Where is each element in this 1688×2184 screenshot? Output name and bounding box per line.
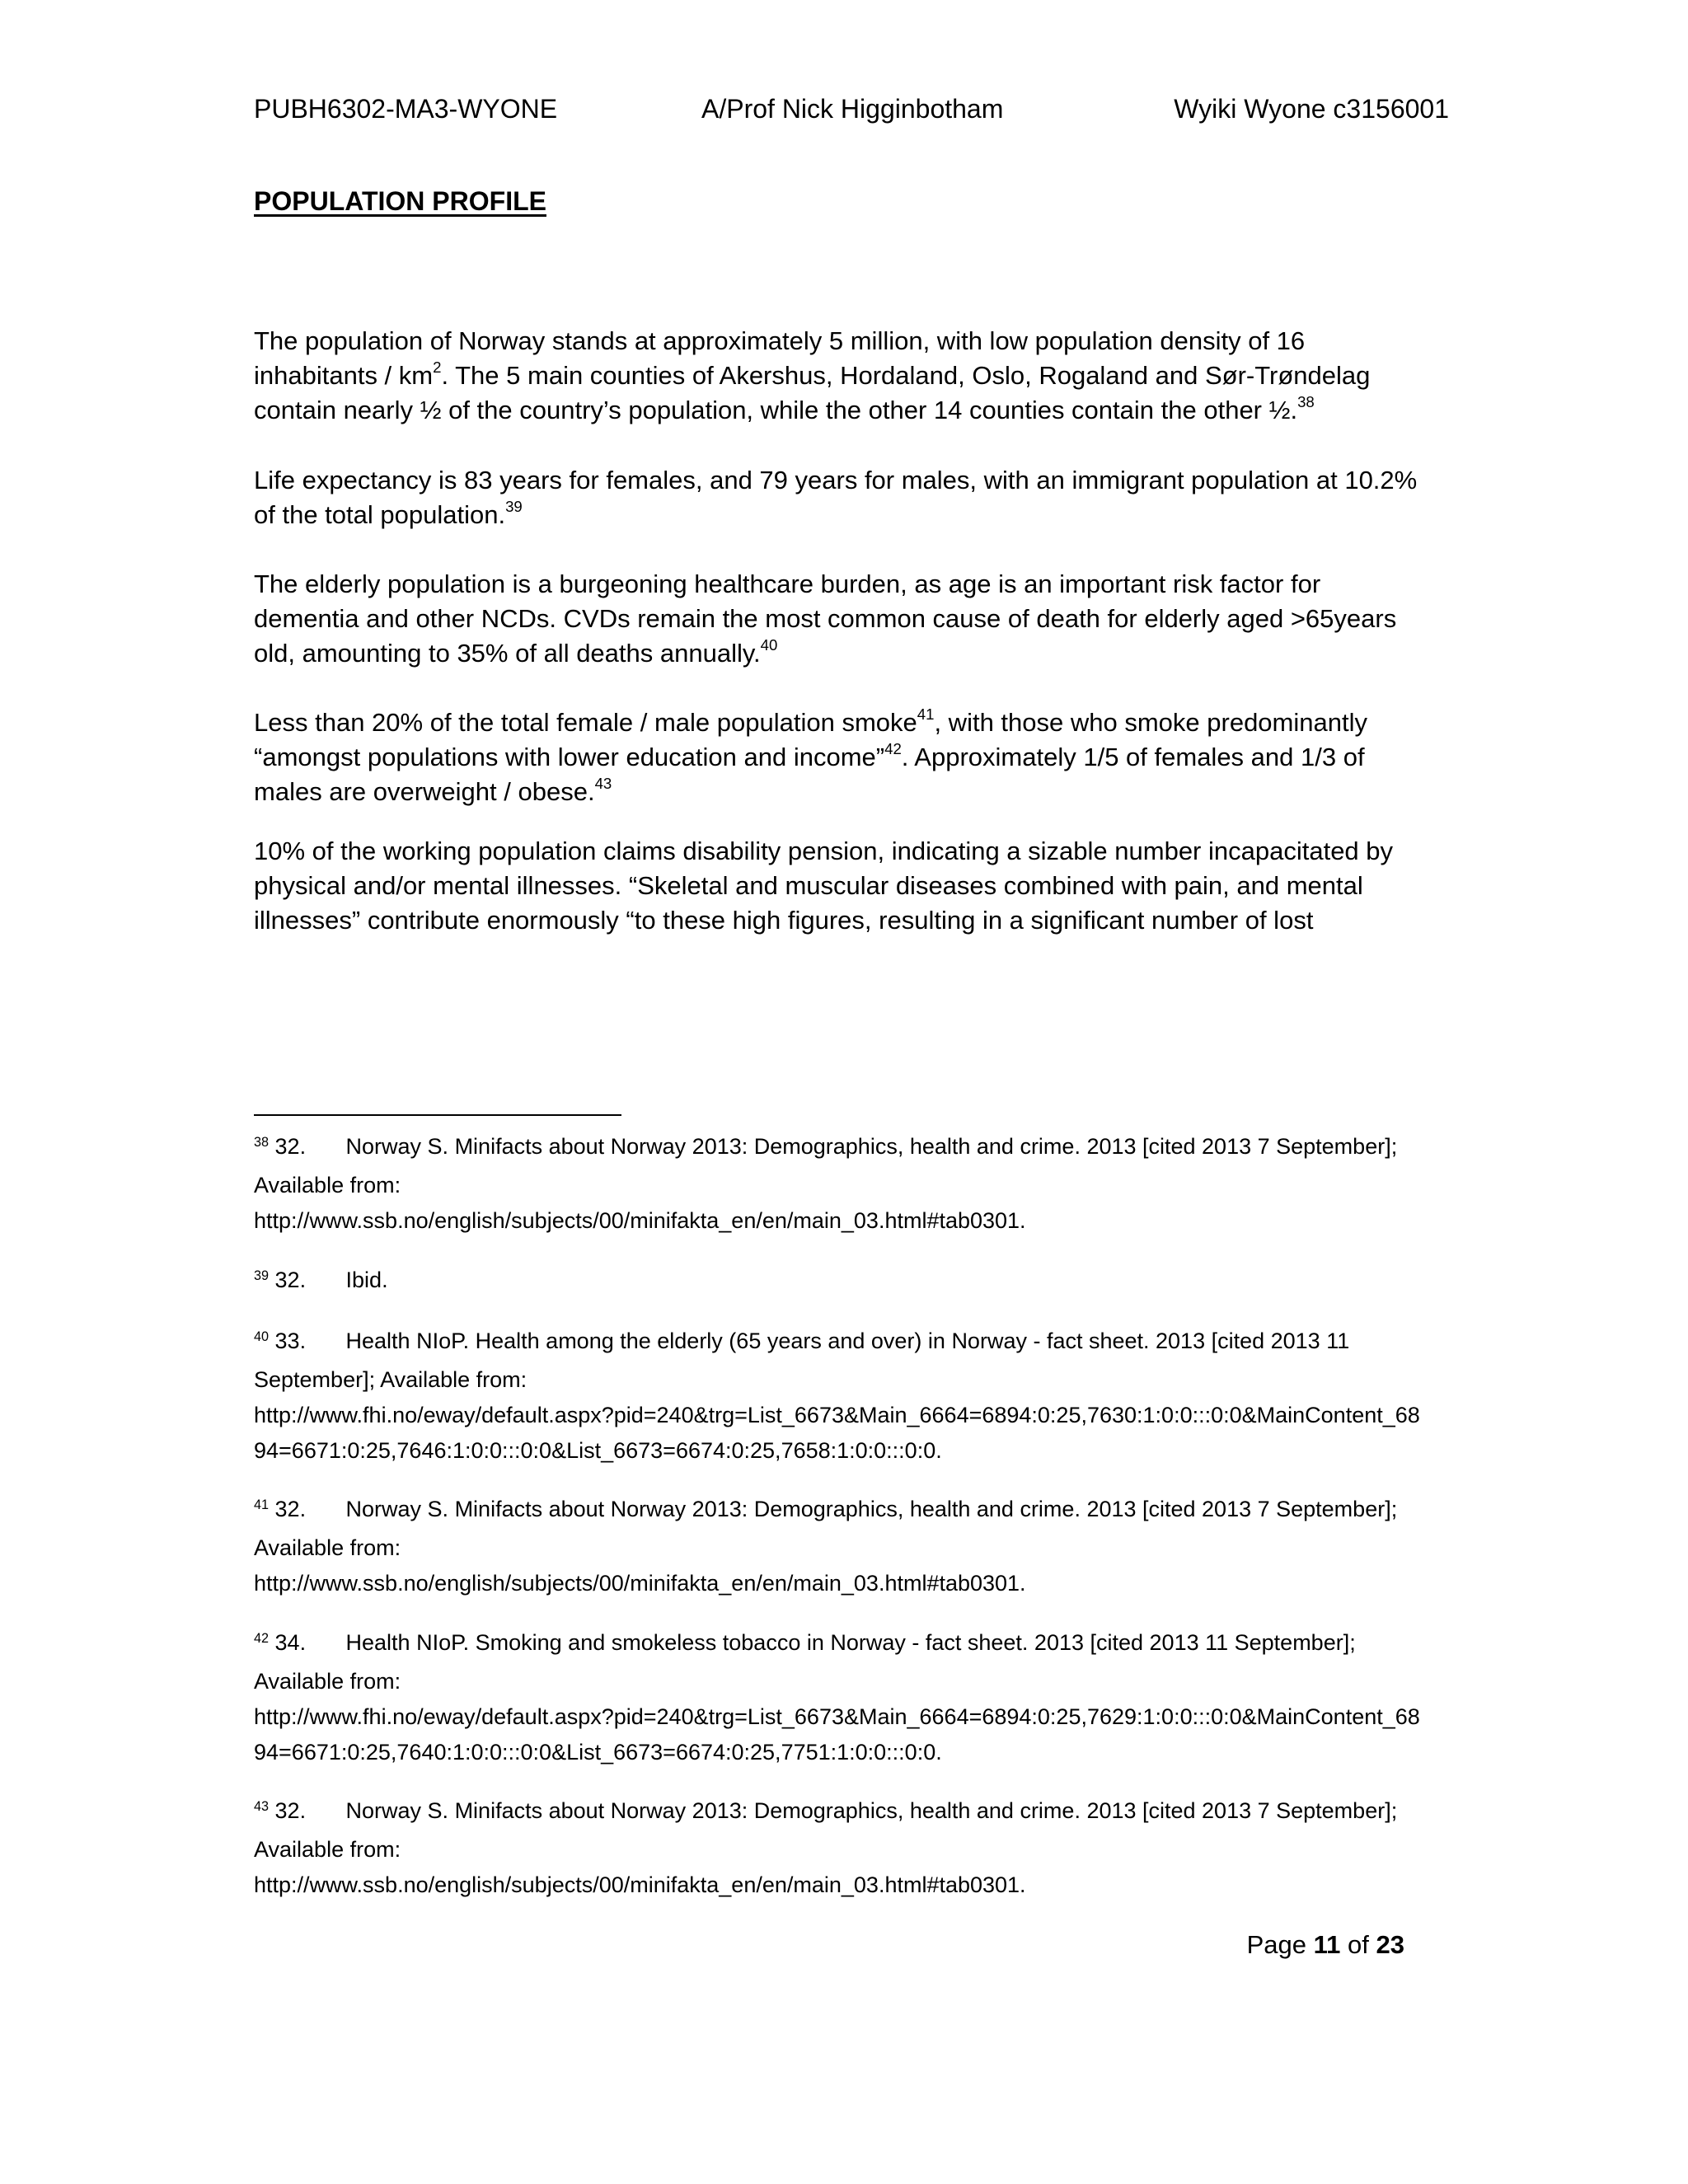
current-page: 11 bbox=[1313, 1930, 1341, 1959]
footnote-reference[interactable]: 41 bbox=[917, 705, 935, 723]
paragraph-text: The population of Norway stands at approximately 5 million, with low population density of 16 inhabitants / km bbox=[254, 326, 1306, 390]
section-title: POPULATION PROFILE bbox=[254, 186, 546, 216]
paragraph-text: Life expectancy is 83 years for females, and 79 years for males, with an immigrant population at 10.2% of the total population. bbox=[254, 466, 1418, 529]
total-pages: 23 bbox=[1376, 1930, 1404, 1959]
footnote-marker: 39 bbox=[254, 1268, 270, 1284]
paragraph-text: , with those who smoke predominantly “amongst populations with lower education and income” bbox=[254, 708, 1367, 771]
page-label: Page bbox=[1246, 1930, 1306, 1959]
page-of-label: of bbox=[1348, 1930, 1369, 1959]
paragraph-elderly bbox=[254, 567, 1424, 671]
footnote-42 bbox=[254, 1625, 1424, 1770]
footnote-38 bbox=[254, 1129, 1424, 1239]
page-number bbox=[1247, 1929, 1404, 1961]
footnote-reference[interactable]: 39 bbox=[505, 497, 523, 515]
footnote-reference[interactable]: 40 bbox=[760, 635, 778, 654]
footnote-url-link[interactable]: http://www.ssb.no/english/subjects/00/minifakta_en/en/main_03.html#tab0301. bbox=[254, 1208, 1026, 1233]
paragraph-text: The elderly population is a burgeoning healthcare burden, as age is an important risk factor for dementia and other NCDs. CVDs remain the most common cause of death for elderly aged >65years old, amounting to 35% of all deaths annually. bbox=[254, 569, 1397, 668]
footnote-39 bbox=[254, 1263, 1424, 1301]
reference-number: 32. bbox=[274, 1497, 307, 1521]
footnote-url-link[interactable]: http://www.fhi.no/eway/default.aspx?pid=240&trg=List_6673&Main_6664=6894:0:25,7629:1:0:0:::0:0&MainContent_6894=6671:0:25,7640:1:0:0:::0:0&List_6673=6674:0:25,7751:1:0:0:::0:0. bbox=[254, 1704, 1420, 1765]
reference-number: 33. bbox=[274, 1329, 307, 1353]
footnote-reference[interactable]: 42 bbox=[884, 739, 902, 757]
footnote-separator bbox=[254, 1114, 621, 1116]
footnote-marker: 40 bbox=[254, 1329, 270, 1345]
footnote-url-link[interactable]: http://www.ssb.no/english/subjects/00/minifakta_en/en/main_03.html#tab0301. bbox=[254, 1571, 1026, 1596]
footnote-43 bbox=[254, 1793, 1424, 1903]
footnote-marker: 42 bbox=[254, 1631, 270, 1647]
paragraph-text: Less than 20% of the total female / male population smoke bbox=[254, 708, 917, 737]
footnote-text: Health NIoP. Smoking and smokeless tobacco in Norway - fact sheet. 2013 [cited 2013 11 September]; Available from: bbox=[254, 1630, 1356, 1694]
paragraph-population bbox=[254, 324, 1424, 428]
footnote-marker: 43 bbox=[254, 1799, 270, 1815]
footnote-41 bbox=[254, 1492, 1424, 1601]
footnote-reference[interactable]: 43 bbox=[594, 774, 612, 792]
footnote-text: Norway S. Minifacts about Norway 2013: Demographics, health and crime. 2013 [cited 2013 7 September]; Available from: bbox=[254, 1497, 1398, 1560]
paragraph-text: 10% of the working population claims disability pension, indicating a sizable number incapacitated by physical and/or mental illnesses. “Skeletal and muscular diseases combined with pain, and mental illnesses” contribute enormously “to these high figures, resulting in a significant number of lost bbox=[254, 837, 1394, 935]
reference-number: 32. bbox=[274, 1134, 307, 1159]
footnote-marker: 41 bbox=[254, 1497, 270, 1513]
paragraph-smoking bbox=[254, 705, 1424, 809]
paragraph-text: . The 5 main counties of Akershus, Hordaland, Oslo, Rogaland and Sør-Trøndelag contain nearly ½ of the country’s population, while the other 14 counties contain the other ½. bbox=[254, 361, 1371, 424]
footnote-url-link[interactable]: http://www.ssb.no/english/subjects/00/minifakta_en/en/main_03.html#tab0301. bbox=[254, 1872, 1026, 1897]
paragraph-text: . Approximately 1/5 of females and 1/3 of males are overweight / obese. bbox=[254, 743, 1365, 806]
footnote-url-link[interactable]: http://www.fhi.no/eway/default.aspx?pid=240&trg=List_6673&Main_6664=6894:0:25,7630:1:0:0:::0:0&MainContent_6894=6671:0:25,7646:1:0:0:::0:0&List_6673=6674:0:25,7658:1:0:0:::0:0. bbox=[254, 1403, 1420, 1463]
footnote-marker: 38 bbox=[254, 1135, 270, 1151]
footnote-text: Health NIoP. Health among the elderly (65 years and over) in Norway - fact sheet. 2013 [cited 2013 11 September]; Available from: bbox=[254, 1329, 1350, 1392]
footnote-text: Ibid. bbox=[345, 1268, 388, 1292]
paragraph-life-expectancy bbox=[254, 463, 1424, 532]
superscript-exponent: 2 bbox=[433, 358, 442, 376]
footnote-text: Norway S. Minifacts about Norway 2013: Demographics, health and crime. 2013 [cited 2013 7 September]; Available from: bbox=[254, 1798, 1398, 1862]
reference-number: 32. bbox=[274, 1798, 307, 1823]
reference-number: 32. bbox=[274, 1268, 307, 1292]
header-author: Wyiki Wyone c3156001 bbox=[1174, 94, 1449, 124]
header-course-code: PUBH6302-MA3-WYONE bbox=[254, 94, 558, 124]
footnote-reference[interactable]: 38 bbox=[1297, 392, 1315, 410]
page-header bbox=[254, 92, 1449, 125]
reference-number: 34. bbox=[274, 1630, 307, 1655]
header-instructor: A/Prof Nick Higginbotham bbox=[701, 94, 1004, 124]
paragraph-disability bbox=[254, 834, 1424, 938]
footnote-text: Norway S. Minifacts about Norway 2013: Demographics, health and crime. 2013 [cited 2013 7 September]; Available from: bbox=[254, 1134, 1398, 1197]
footnote-40 bbox=[254, 1324, 1424, 1469]
